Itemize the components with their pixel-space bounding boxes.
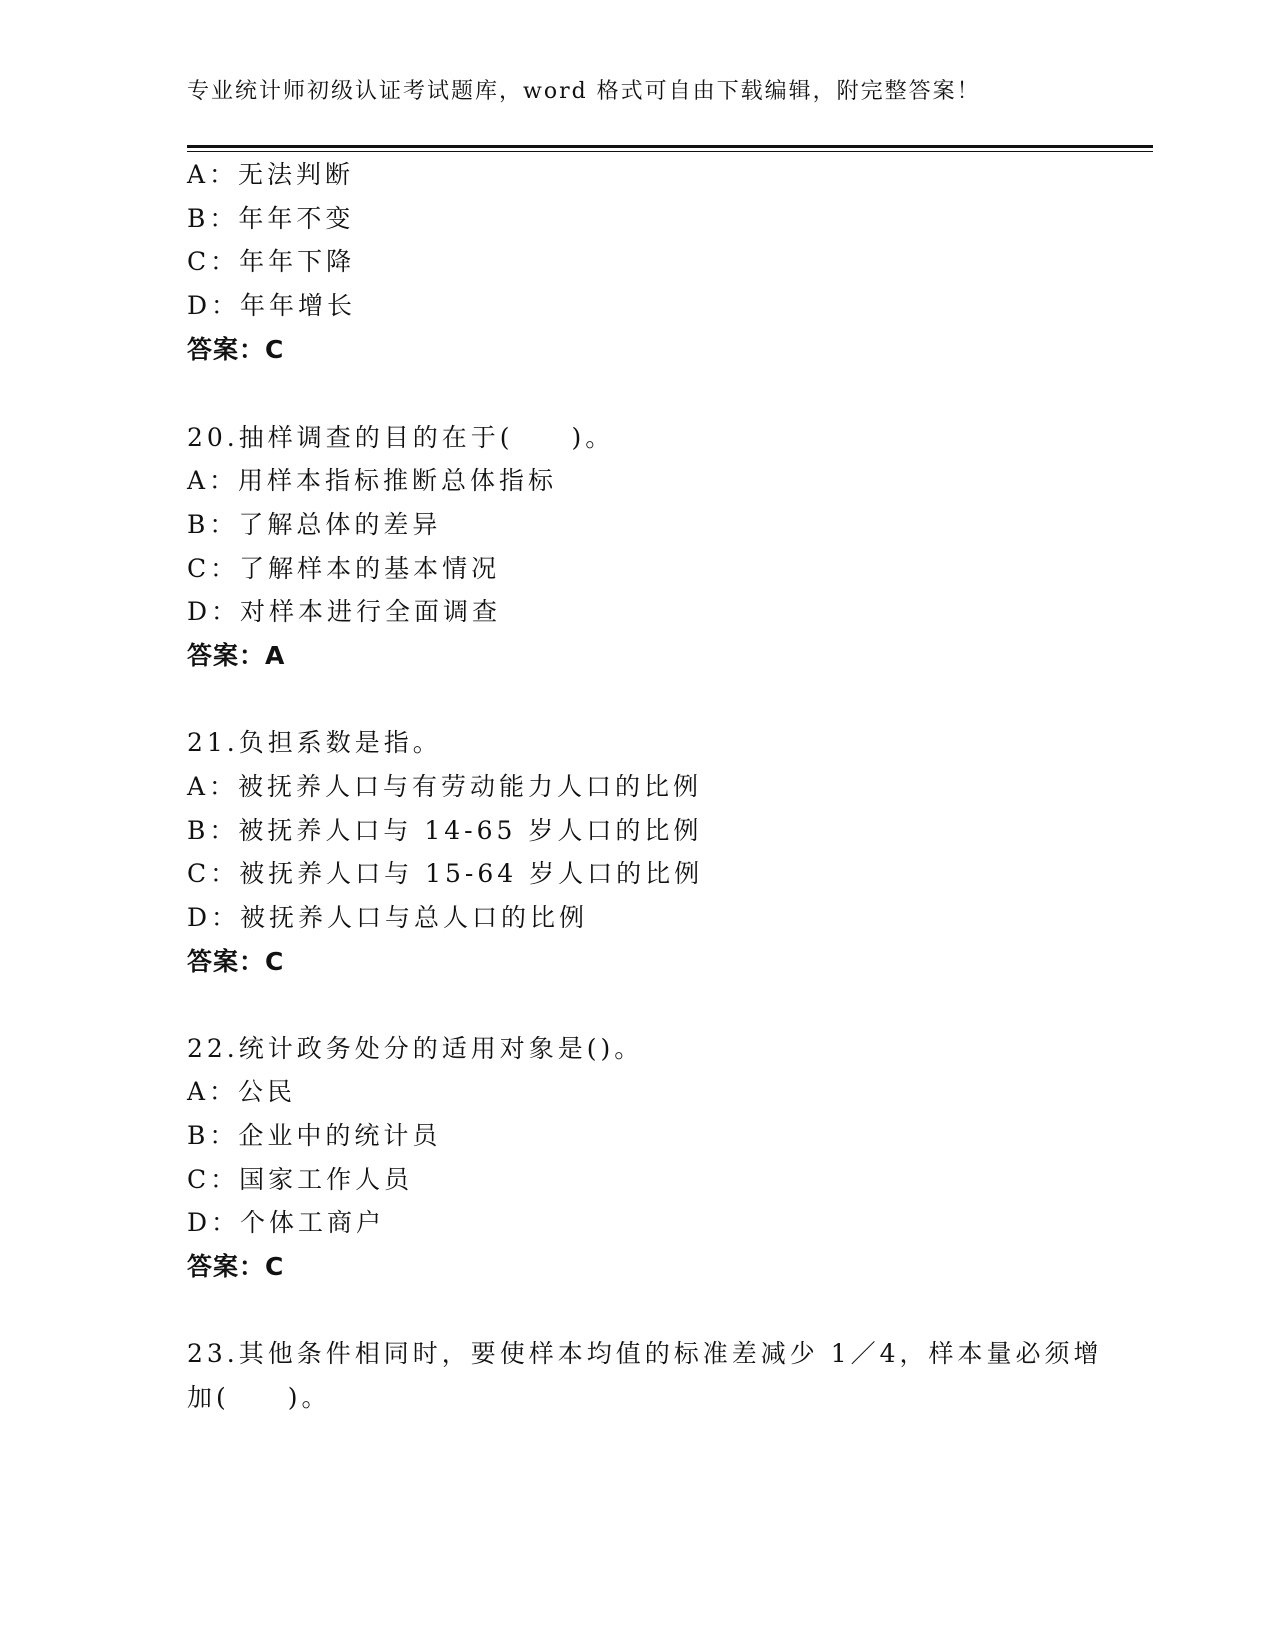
header-rule-thin xyxy=(187,151,1153,152)
q19-option-c: C：年年下降 xyxy=(187,247,356,276)
page-header: 专业统计师初级认证考试题库，word 格式可自由下载编辑，附完整答案！ xyxy=(187,79,981,104)
q21-option-b: B：被抚养人口与 14-65 岁人口的比例 xyxy=(187,816,703,845)
q20-option-b: B：了解总体的差异 xyxy=(187,510,442,539)
q20-option-c: C：了解样本的基本情况 xyxy=(187,554,501,583)
q19-option-d: D：年年增长 xyxy=(187,291,357,320)
q21-question: 21.负担系数是指。 xyxy=(187,728,442,757)
q19-option-b: B：年年不变 xyxy=(187,204,355,233)
q22-option-c: C：国家工作人员 xyxy=(187,1165,414,1194)
q21-option-d: D：被抚养人口与总人口的比例 xyxy=(187,903,589,932)
q22-option-b: B：企业中的统计员 xyxy=(187,1121,442,1150)
q21-option-a: A：被抚养人口与有劳动能力人口的比例 xyxy=(187,772,703,801)
q23-question-line2: 加( )。 xyxy=(187,1383,331,1412)
q20-answer: 答案：A xyxy=(187,641,286,670)
q19-option-a: A：无法判断 xyxy=(187,160,355,189)
q22-option-a: A：公民 xyxy=(187,1077,297,1106)
q21-option-c: C：被抚养人口与 15-64 岁人口的比例 xyxy=(187,859,704,888)
q22-option-d: D：个体工商户 xyxy=(187,1208,386,1237)
q20-option-d: D：对样本进行全面调查 xyxy=(187,597,502,626)
q22-answer: 答案：C xyxy=(187,1252,285,1281)
q19-answer: 答案：C xyxy=(187,335,285,364)
q20-question: 20.抽样调查的目的在于( )。 xyxy=(187,423,615,452)
q21-answer: 答案：C xyxy=(187,947,285,976)
q23-question-line1: 23.其他条件相同时，要使样本均值的标准差减少 1／4，样本量必须增 xyxy=(187,1339,1103,1368)
q22-question: 22.统计政务处分的适用对象是()。 xyxy=(187,1034,644,1063)
q20-option-a: A：用样本指标推断总体指标 xyxy=(187,466,558,495)
header-rule-thick xyxy=(187,145,1153,148)
